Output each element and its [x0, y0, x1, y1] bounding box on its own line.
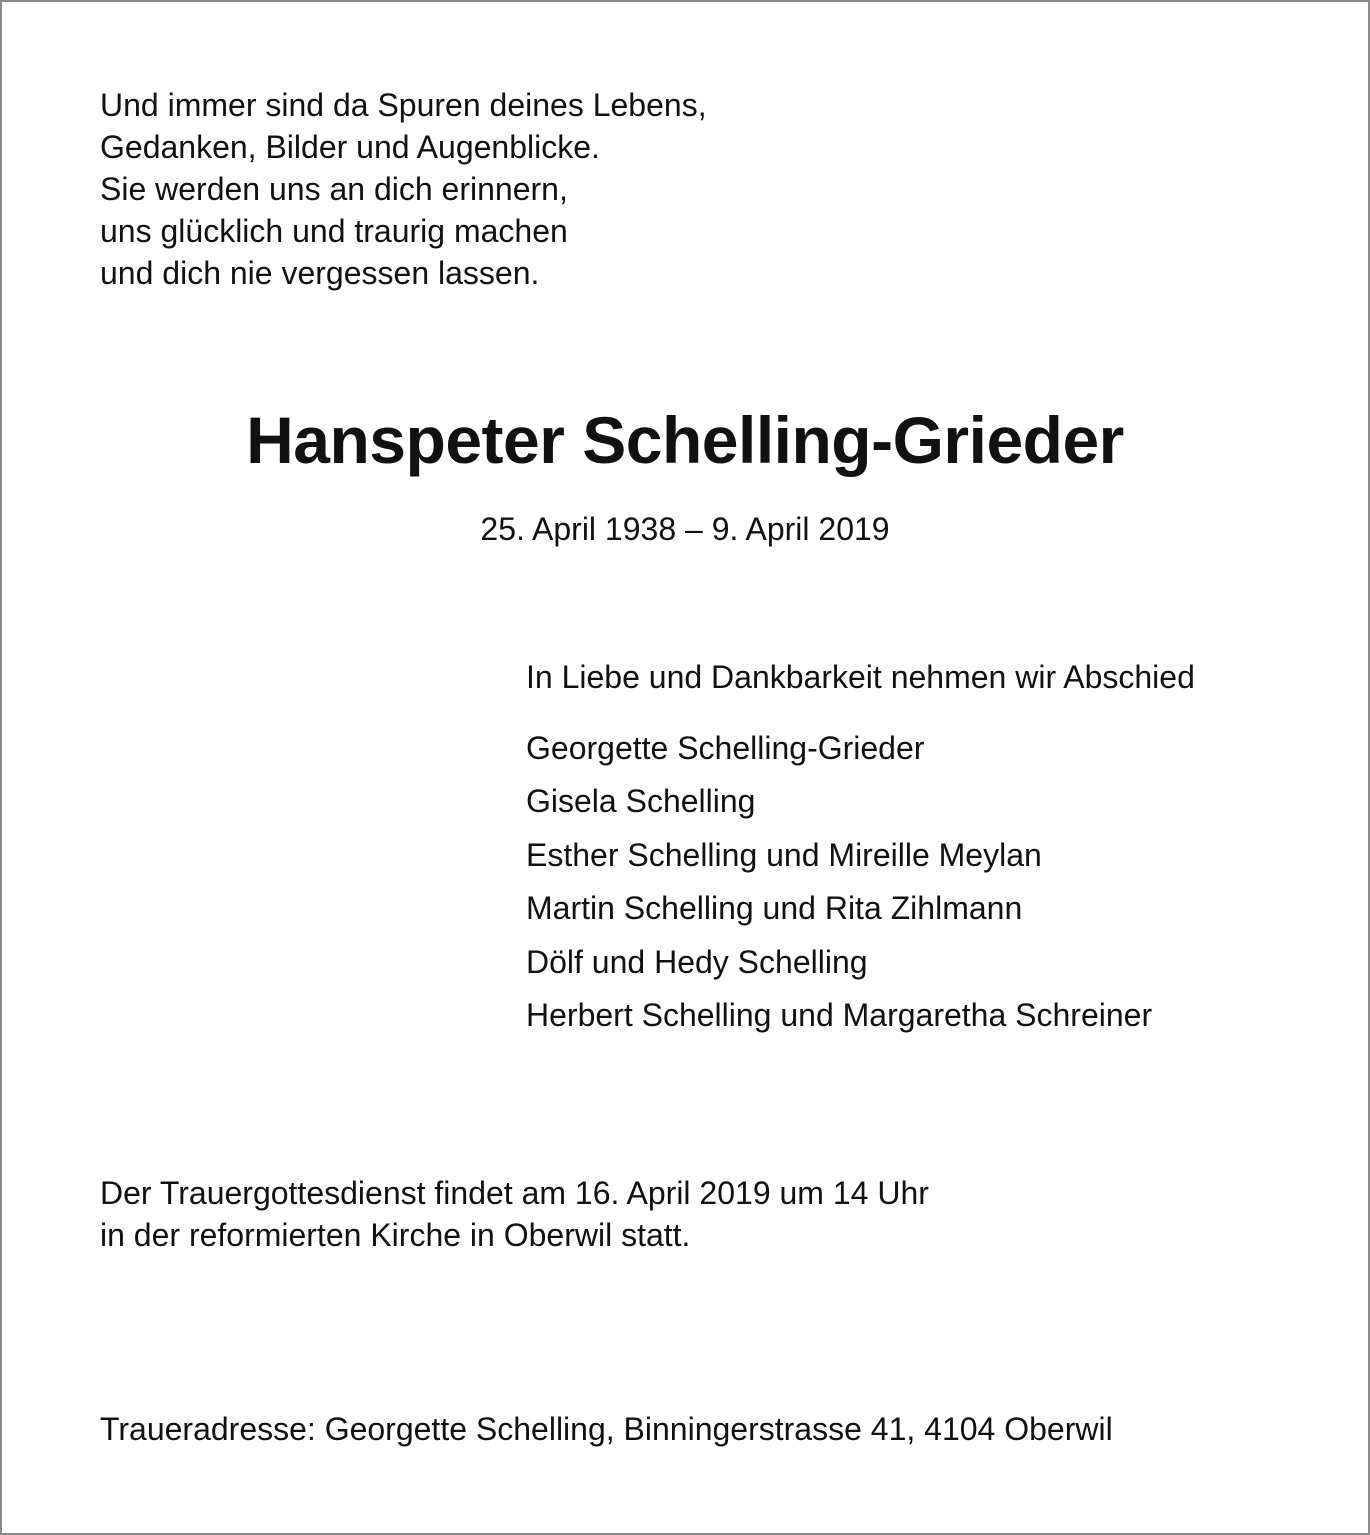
- mourner-name: Georgette Schelling-Grieder: [526, 730, 925, 766]
- farewell-text: In Liebe und Dankbarkeit nehmen wir Abschied: [526, 659, 1195, 695]
- poem-line: uns glücklich und traurig machen: [100, 213, 568, 249]
- life-dates: 25. April 1938 – 9. April 2019: [480, 511, 890, 547]
- service-line: Der Trauergottesdienst findet am 16. April 2019 um 14 Uhr: [100, 1175, 929, 1211]
- mourner-name: Dölf und Hedy Schelling: [526, 943, 868, 980]
- mourners-list: [526, 722, 1152, 1042]
- mourner-name: Esther Schelling und Mireille Meylan: [526, 836, 1042, 873]
- deceased-name: Hanspeter Schelling-Grieder: [246, 403, 1124, 477]
- funeral-service-info: [100, 1172, 929, 1256]
- mourning-address: Traueradresse: Georgette Schelling, Binningerstrasse 41, 4104 Oberwil: [100, 1411, 1113, 1447]
- poem-line: Gedanken, Bilder und Augenblicke.: [100, 129, 600, 165]
- poem-line: Sie werden uns an dich erinnern,: [100, 171, 568, 207]
- mourner-name: Martin Schelling und Rita Zihlmann: [526, 890, 1023, 927]
- mourner-name: Herbert Schelling und Margaretha Schreiner: [526, 997, 1153, 1034]
- mourner-name: Gisela Schelling: [526, 783, 756, 820]
- poem-line: und dich nie vergessen lassen.: [100, 255, 540, 291]
- poem-line: Und immer sind da Spuren deines Lebens,: [100, 87, 707, 123]
- memorial-poem: [100, 84, 707, 294]
- service-line: in der reformierten Kirche in Oberwil statt.: [100, 1217, 691, 1253]
